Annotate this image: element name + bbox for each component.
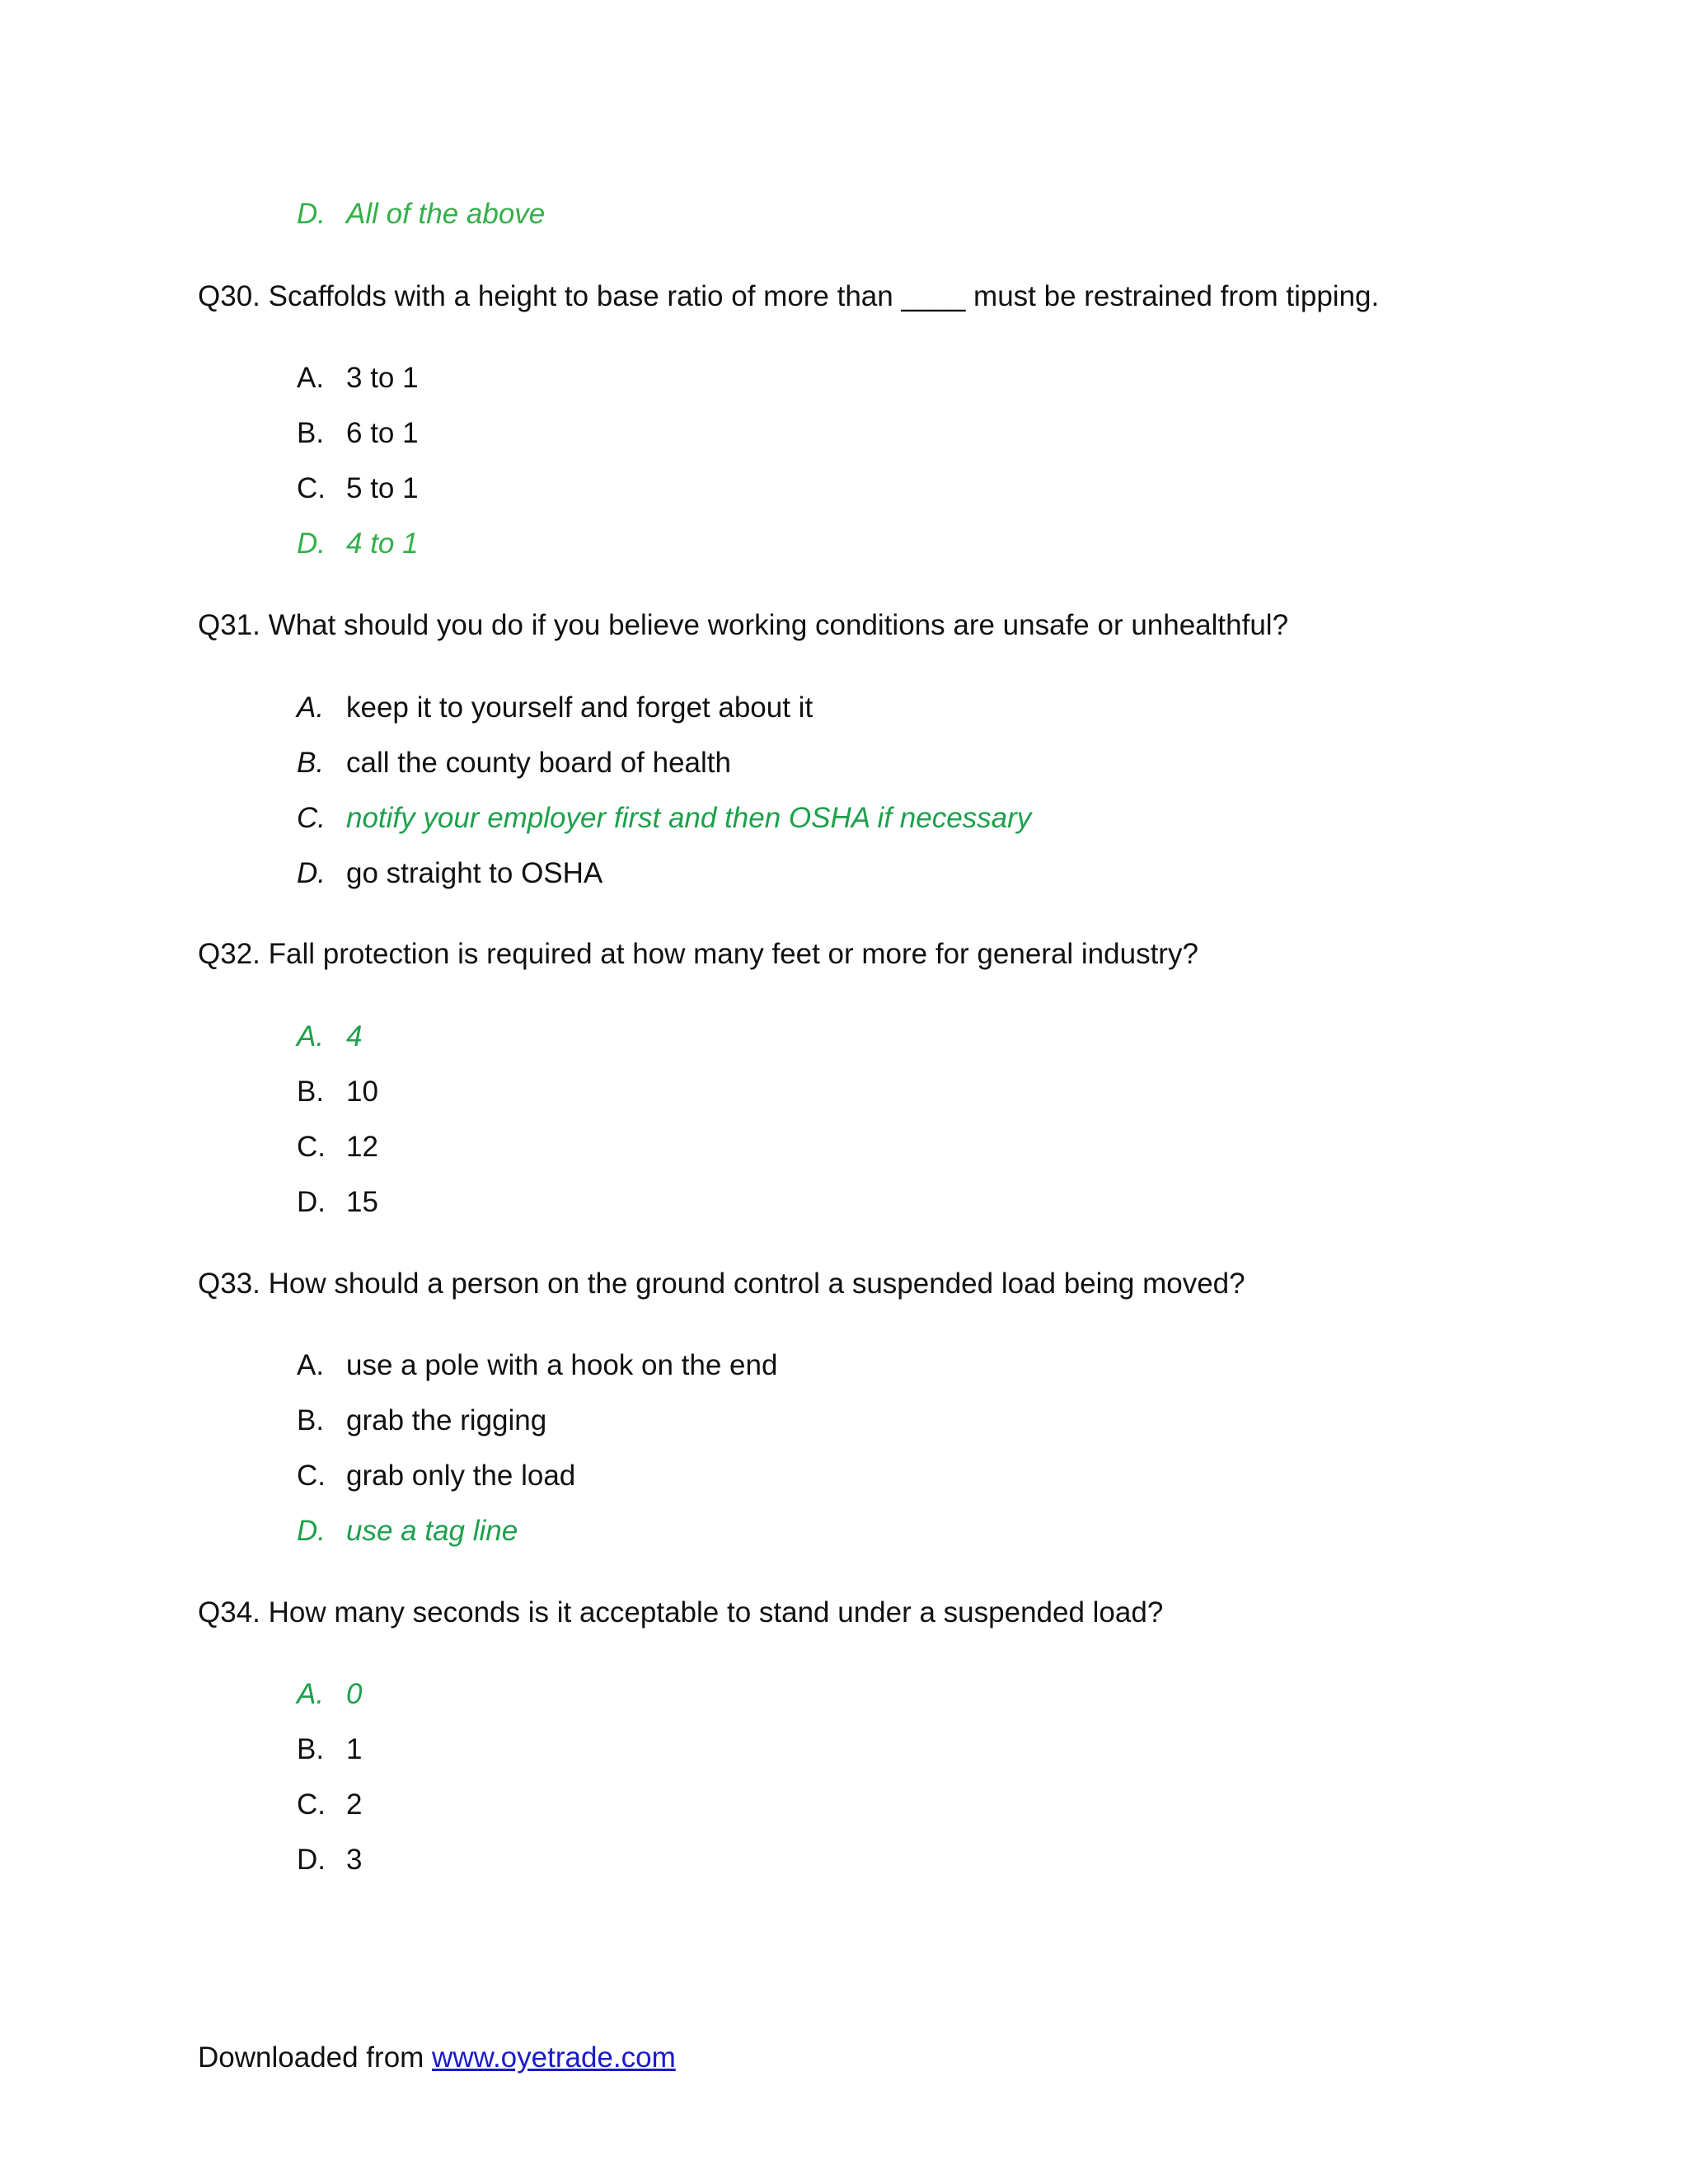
q30-option-b [297,415,419,452]
q33-option-a [297,1347,777,1384]
q30-option-c [297,471,419,507]
question-q32: Q32. Fall protection is required at how many feet or more for general industry? [198,938,1198,970]
option-text: grab the rigging [346,1404,547,1436]
page-footer [198,2040,676,2076]
option-letter: D. [297,1186,326,1218]
option-letter: B. [297,1733,325,1765]
q31-option-d [297,855,603,892]
option-letter: C. [297,472,326,504]
question-q31: Q31. What should you do if you believe working conditions are unsafe or unhealthful? [198,609,1289,641]
question-q34: Q34. How many seconds is it acceptable to stand under a suspended load? [198,1596,1164,1629]
option-letter: D. [297,1515,326,1547]
option-text: 3 to 1 [346,362,419,394]
q32-option-c [297,1129,378,1165]
q31-option-c-correct [297,800,1031,837]
option-letter: B. [297,417,325,449]
option-text: go straight to OSHA [346,857,603,889]
oyetrade-link[interactable]: www.oyetrade.com [432,2041,676,2074]
option-text: keep it to yourself and forget about it [346,691,814,724]
q32-option-a-correct [297,1019,362,1055]
q33-option-d-correct [297,1513,518,1549]
q32-option-b [297,1074,378,1110]
option-text: notify your employer first and then OSHA if necessary [346,802,1032,834]
option-text: 5 to 1 [346,472,419,504]
option-text: call the county board of health [346,747,731,779]
option-text: All of the above [346,198,546,230]
q32-option-d [297,1184,378,1221]
q33-option-b [297,1403,546,1439]
option-letter: A. [297,362,325,394]
option-text: 1 [346,1733,363,1765]
option-letter: B. [297,1404,325,1436]
option-text: grab only the load [346,1460,576,1492]
option-letter: A. [297,1349,325,1381]
option-letter: D. [297,527,326,560]
option-text: 2 [346,1788,363,1821]
q34-option-c [297,1787,362,1823]
option-letter: B. [297,1076,325,1108]
option-letter: D. [297,198,326,230]
option-text: 15 [346,1186,378,1218]
q33-option-c [297,1458,575,1494]
option-letter: D. [297,1844,326,1876]
q30-option-d-correct [297,526,419,562]
option-text: use a pole with a hook on the end [346,1349,778,1381]
option-text: use a tag line [346,1515,518,1547]
option-letter: C. [297,802,326,834]
q30-option-a [297,360,419,396]
option-text: 3 [346,1844,363,1876]
question-q30: Q30. Scaffolds with a height to base ratio of more than ____ must be restrained from tipping. [198,280,1380,312]
option-text: 6 to 1 [346,417,419,449]
option-text: 10 [346,1076,378,1108]
q34-option-a-correct [297,1676,362,1713]
option-text: 4 [346,1020,363,1052]
option-letter: B. [297,747,325,779]
option-letter: A. [297,1678,325,1710]
option-text: 0 [346,1678,363,1710]
q34-option-d [297,1842,362,1878]
option-letter: A. [297,691,325,724]
q31-option-b [297,745,731,781]
q31-option-a [297,690,813,726]
option-letter: C. [297,1131,326,1163]
option-text: 4 to 1 [346,527,419,560]
footer-prefix: Downloaded from [198,2041,433,2074]
option-letter: C. [297,1460,326,1492]
option-letter: D. [297,857,326,889]
option-letter: C. [297,1788,326,1821]
option-text: 12 [346,1131,378,1163]
q34-option-b [297,1732,362,1768]
question-q33: Q33. How should a person on the ground control a suspended load being moved? [198,1268,1245,1300]
option-letter: A. [297,1020,325,1052]
carryover-answer [297,196,545,232]
